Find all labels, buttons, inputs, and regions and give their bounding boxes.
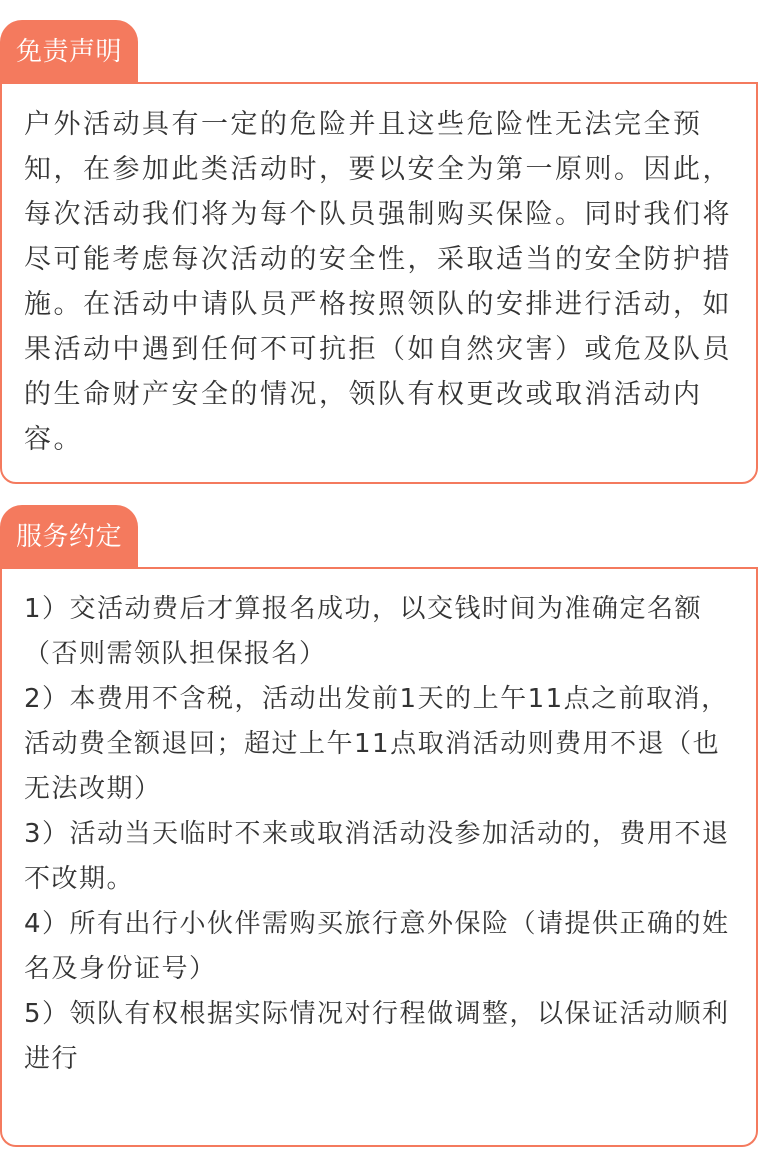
service-title: 服务约定 [0,505,138,569]
service-item-4: 4）所有出行小伙伴需购买旅行意外保险（请提供正确的姓名及身份证号） [24,909,730,984]
disclaimer-title: 免责声明 [0,20,138,84]
service-list [24,587,734,1082]
service-item-1: 1）交活动费后才算报名成功，以交钱时间为准确定名额（否则需领队担保报名） [24,594,703,669]
disclaimer-section [0,20,760,490]
service-box [0,567,758,1147]
service-item-2: 2）本费用不含税，活动出发前1天的上午11点之前取消，活动费全额退回；超过上午11点取消活动则费用不退（也无法改期） [24,684,729,804]
service-item-3: 3）活动当天临时不来或取消活动没参加活动的，费用不退不改期。 [24,819,730,894]
service-section [0,505,760,1155]
disclaimer-box [0,82,758,484]
service-item-5: 5）领队有权根据实际情况对行程做调整，以保证活动顺利进行 [24,999,730,1074]
disclaimer-text: 户外活动具有一定的危险并且这些危险性无法完全预知，在参加此类活动时，要以安全为第一原则。因此，每次活动我们将为每个队员强制购买保险。同时我们将尽可能考虑每次活动的安全性，采取适当的安全防护措施。在活动中请队员严格按照领队的安排进行活动，如果活动中遇到任何不可抗拒（如自然灾害）或危及队员的生命财产安全的情况，领队有权更改或取消活动内容。 [24,109,732,455]
